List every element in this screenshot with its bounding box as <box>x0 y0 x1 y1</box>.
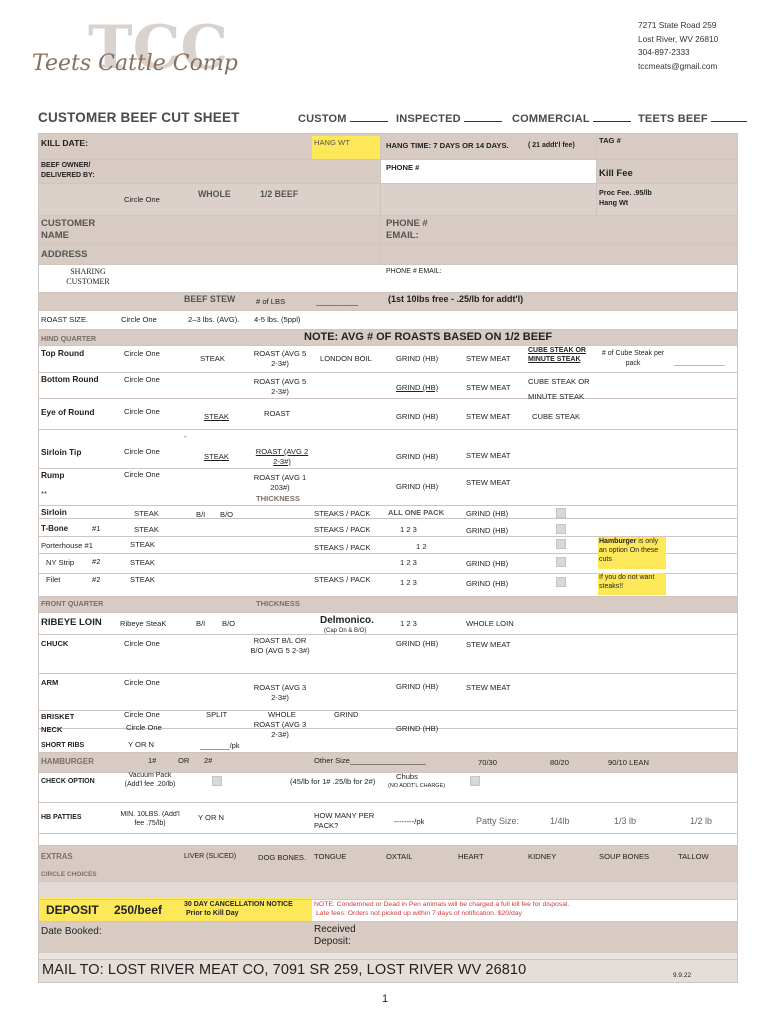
circle-choices-label: CIRCLE CHOICES <box>41 871 97 878</box>
filet-checkbox[interactable] <box>556 577 566 587</box>
stew-lbs-field[interactable]: __________ <box>316 297 359 306</box>
cancellation-prior: Prior to Kill Day <box>186 910 239 917</box>
brisket-label: BRISKET <box>41 712 75 721</box>
hang-wt-field[interactable]: HANG WT <box>312 136 380 159</box>
deposit-label: DEPOSIT <box>46 903 99 917</box>
top-round-steak[interactable]: STEAK <box>200 354 225 363</box>
patty-quarter[interactable]: 1/4lb <box>550 817 570 826</box>
tbone-steaks-pack: STEAKS / PACK <box>314 525 371 534</box>
bottom-round-circle: Circle One <box>124 375 160 384</box>
sirloin-tip-roast[interactable]: ROAST (AVG 2 2-3#) <box>255 447 309 466</box>
sirloin-bo[interactable]: B/O <box>220 510 234 519</box>
top-round-grind[interactable]: GRIND (HB) <box>396 354 439 363</box>
phone-label: PHONE # <box>386 163 420 172</box>
extra-tallow[interactable]: TALLOW <box>678 852 709 861</box>
eye-of-round-circle: Circle One <box>124 407 160 416</box>
check-option-label: CHECK OPTION <box>41 778 95 785</box>
custom-option[interactable]: CUSTOM <box>298 112 388 125</box>
delmonico-cap: (Cap On & B/O) <box>324 628 367 634</box>
ratio-90-10[interactable]: 90/10 LEAN <box>608 758 649 767</box>
other-size-field[interactable]: Other Size__________________ <box>314 756 426 765</box>
ratio-80-20[interactable]: 80/20 <box>550 758 570 767</box>
top-round-roast[interactable]: ROAST (AVG 5 2-3#) <box>253 349 307 368</box>
hind-quarter-label: HIND QUARTER <box>41 334 97 343</box>
dash-mark: - <box>184 432 187 441</box>
filet-label: Filet <box>46 575 61 584</box>
ny-strip-steak[interactable]: STEAK <box>130 558 155 567</box>
hamburger-1lb[interactable]: 1# <box>148 756 157 765</box>
page-title: CUSTOMER BEEF CUT SHEET <box>38 110 240 125</box>
teets-beef-option[interactable]: TEETS BEEF <box>638 112 747 125</box>
sirloin-tip-steak[interactable]: STEAK <box>204 452 229 461</box>
rump-stew[interactable]: STEW MEAT <box>466 478 511 487</box>
patty-half[interactable]: 1/2 lb <box>690 817 713 826</box>
brisket-whole[interactable]: WHOLE <box>268 710 296 719</box>
ny-strip-grind[interactable]: GRIND (HB) <box>466 559 509 568</box>
ny-strip-num: #2 <box>92 557 101 566</box>
vacuum-checkbox[interactable] <box>212 776 222 786</box>
bottom-round-cube[interactable]: CUBE STEAK OR <box>528 377 590 386</box>
roast-size-large[interactable]: 4-5 lbs. (5ppl) <box>254 315 301 324</box>
address-line-2: Lost River, WV 26810 <box>638 33 719 44</box>
extra-tongue[interactable]: TONGUE <box>314 852 347 861</box>
eye-of-round-roast[interactable]: ROAST <box>264 409 291 418</box>
deposit-amount: 250/beef <box>114 903 163 917</box>
bottom-round-minute[interactable]: MINUTE STEAK <box>528 392 585 401</box>
patty-size-label: Patty Size: <box>476 817 520 826</box>
late-fee-note: Late fees: Orders not picked up within 7 days of notification. $20/day <box>316 910 522 917</box>
cube-per-pack-field[interactable]: ____________ <box>674 357 725 366</box>
ribeye-steak[interactable]: Ribeye SteaK <box>120 619 167 628</box>
logo-company-name: Teets Cattle Comp <box>32 51 238 76</box>
porterhouse-label: Porterhouse #1 <box>41 541 93 550</box>
beef-owner-label: BEEF OWNER/ DELIVERED BY: <box>41 162 95 179</box>
rump-circle: Circle One <box>124 470 160 479</box>
top-round-circle: Circle One <box>124 349 160 358</box>
london-boil[interactable]: LONDON BOIL <box>320 354 372 363</box>
rump-roast[interactable]: ROAST (AVG 1 203#) <box>253 473 307 492</box>
patty-third[interactable]: 1/3 lb <box>614 817 637 826</box>
bottom-round-grind[interactable]: GRIND (HB) <box>396 383 439 392</box>
tbone-steak[interactable]: STEAK <box>134 525 159 534</box>
inspected-option[interactable]: INSPECTED <box>396 112 502 125</box>
sirloin-tip-grind[interactable]: GRIND (HB) <box>396 452 439 461</box>
sirloin-tip-label: Sirloin Tip <box>41 448 82 457</box>
beef-stew-label: BEEF STEW <box>184 295 236 304</box>
cancellation-notice: 30 DAY CANCELLATION NOTICE <box>184 901 293 908</box>
company-address <box>638 19 718 73</box>
no-steaks-note: If you do not want steaks!! <box>598 573 666 595</box>
hamburger-label: HAMBURGER <box>41 757 94 766</box>
extra-kidney[interactable]: KIDNEY <box>528 852 557 861</box>
sirloin-tip-circle: Circle One <box>124 447 160 456</box>
received-deposit-label: Received Deposit: <box>314 924 356 947</box>
page-number: 1 <box>381 993 389 1005</box>
sirloin-steaks-pack: STEAKS / PACK <box>314 509 371 518</box>
roast-size-avg[interactable]: 2–3 lbs. (AVG). <box>188 315 240 324</box>
short-ribs-yn[interactable]: Y OR N <box>128 740 155 749</box>
chuck-label: CHUCK <box>41 639 69 648</box>
porterhouse-checkbox[interactable] <box>556 539 566 549</box>
ny-strip-checkbox[interactable] <box>556 557 566 567</box>
roast-size-circle: Circle One <box>121 315 157 324</box>
chubs-checkbox[interactable] <box>470 776 480 786</box>
all-one-pack[interactable]: ALL ONE PACK <box>388 508 445 517</box>
filet-counts[interactable]: 1 2 3 <box>400 578 417 587</box>
arm-circle: Circle One <box>124 678 160 687</box>
rump-label: Rump <box>41 471 65 480</box>
patties-yn[interactable]: Y OR N <box>198 813 225 822</box>
neck-circle: Circle One <box>126 723 162 732</box>
sirloin-steak[interactable]: STEAK <box>134 509 159 518</box>
hamburger-2lb[interactable]: 2# <box>204 756 213 765</box>
chuck-circle: Circle One <box>124 639 160 648</box>
address-phone: 304-897-2333 <box>638 47 690 57</box>
whole-loin-option[interactable]: WHOLE LOIN <box>466 619 514 628</box>
arm-label: ARM <box>41 678 59 687</box>
eye-of-round-label: Eye of Round <box>41 408 95 417</box>
address-label: ADDRESS <box>41 250 88 260</box>
form-version: 9.9.22 <box>673 972 692 979</box>
ribeye-counts[interactable]: 1 2 3 <box>400 619 417 628</box>
chuck-stew[interactable]: STEW MEAT <box>466 640 511 649</box>
hamburger-or: OR <box>178 756 190 765</box>
top-round-stew[interactable]: STEW MEAT <box>466 354 511 363</box>
eye-of-round-stew[interactable]: STEW MEAT <box>466 412 511 421</box>
arm-stew[interactable]: STEW MEAT <box>466 683 511 692</box>
patties-per-pack-label: HOW MANY PER PACK? <box>314 811 375 830</box>
bottom-round-label: Bottom Round <box>41 375 99 384</box>
patties-per-pack-field[interactable]: --------/pk <box>394 817 425 826</box>
extra-dog-bones[interactable]: DOG BONES. <box>258 853 307 862</box>
cube-per-pack-label: # of Cube Steak per pack <box>601 350 665 367</box>
hang-fee: ( 21 addt'l fee) <box>528 142 575 149</box>
hamburger-rest: is only an option <box>599 538 659 554</box>
kill-fee-label: Kill Fee <box>599 169 633 179</box>
title-bar <box>38 108 738 132</box>
tag-label: TAG # <box>599 136 621 145</box>
arm-grind[interactable]: GRIND (HB) <box>396 682 439 691</box>
brisket-circle: Circle One <box>124 710 160 719</box>
extra-liver[interactable]: LIVER (SLICED) <box>184 853 237 860</box>
bottom-round-roast[interactable]: ROAST (AVG 5 2-3#) <box>253 377 307 396</box>
ny-strip-counts[interactable]: 1 2 3 <box>400 558 417 567</box>
half-beef-option[interactable]: 1/2 BEEF <box>260 190 299 199</box>
neck-roast[interactable]: ROAST (AVG 3 2-3#) <box>253 720 307 739</box>
mail-to-address: MAIL TO: LOST RIVER MEAT CO, 7091 SR 259, LOST RIVER WV 26810 <box>42 962 527 978</box>
date-booked-label: Date Booked: <box>41 926 102 937</box>
commercial-option[interactable]: COMMERCIAL <box>512 112 631 125</box>
hamburger-option-note <box>598 537 666 569</box>
brisket-grind[interactable]: GRIND <box>334 710 359 719</box>
roast-size-label: ROAST SIZE. <box>41 315 89 324</box>
phone-email-label: PHONE # EMAIL: <box>386 218 428 241</box>
sirloin-checkbox[interactable] <box>556 508 566 518</box>
bottom-round-stew[interactable]: STEW MEAT <box>466 383 511 392</box>
chuck-grind[interactable]: GRIND (HB) <box>396 639 439 648</box>
front-thickness-label: THICKNESS <box>256 599 300 608</box>
sharing-phone-email: PHONE # EMAIL: <box>386 268 442 275</box>
proc-fee-label: Proc Fee. .95/lb Hang Wt <box>599 188 652 207</box>
brisket-split[interactable]: SPLIT <box>206 710 228 719</box>
ribeye-bi[interactable]: B/I <box>196 619 206 628</box>
arm-roast[interactable]: ROAST (AVG 3 2-3#) <box>253 683 307 702</box>
filet-steaks-pack: STEAKS / PACK <box>314 575 371 584</box>
porterhouse-counts[interactable]: 1 2 <box>416 542 427 551</box>
address-line-1: 7271 State Road 259 <box>638 20 717 30</box>
hind-thickness-label: THICKNESS <box>256 494 300 503</box>
company-logo <box>28 10 238 90</box>
filet-num: #2 <box>92 575 101 584</box>
chuck-roast[interactable]: ROAST B/L OR B/O (AVG 5 2-3#) <box>250 636 310 655</box>
sirloin-grind[interactable]: GRIND (HB) <box>466 509 509 518</box>
chubs-no-charge: (NO ADDT'L CHARGE) <box>388 783 446 789</box>
owner-circle-one: Circle One <box>124 195 160 204</box>
tbone-num: #1 <box>92 524 101 533</box>
ribeye-bo[interactable]: B/O <box>222 619 236 628</box>
condemned-note: NOTE: Condemned or Dead in Pen animals will be charged a full kill fee for disposal. <box>314 901 570 908</box>
sirloin-tip-stew[interactable]: STEW MEAT <box>466 451 511 460</box>
stew-free-note: (1st 10lbs free - .25/lb for addt'l) <box>388 295 524 304</box>
stew-lbs-label: # of LBS <box>256 297 286 306</box>
neck-label: NECK <box>41 725 63 734</box>
vacuum-price: (45/lb for 1# .25/lb for 2#) <box>290 777 376 786</box>
rump-grind[interactable]: GRIND (HB) <box>396 482 439 491</box>
kill-date-label: KILL DATE: <box>41 139 88 148</box>
ribeye-loin-label: RIBEYE LOIN <box>41 617 102 628</box>
address-email: tccmeats@gmail.com <box>638 60 718 71</box>
extra-oxtail[interactable]: OXTAIL <box>386 852 413 861</box>
chubs-option: Chubs <box>396 772 418 781</box>
porterhouse-steak[interactable]: STEAK <box>130 540 155 549</box>
front-quarter-label: FRONT QUARTER <box>41 599 104 608</box>
neck-grind[interactable]: GRIND (HB) <box>396 724 439 733</box>
top-round-label: Top Round <box>41 349 85 358</box>
cube-or-minute[interactable]: CUBE STEAK OR MINUTE STEAK <box>528 347 586 363</box>
tbone-checkbox[interactable] <box>556 524 566 534</box>
eye-of-round-grind[interactable]: GRIND (HB) <box>396 412 439 421</box>
porterhouse-steaks-pack: STEAKS / PACK <box>314 543 371 552</box>
roast-note: NOTE: AVG # OF ROASTS BASED ON 1/2 BEEF <box>304 331 553 343</box>
tbone-counts[interactable]: 1 2 3 <box>400 525 417 534</box>
sirloin-label: Sirloin <box>41 508 67 517</box>
tbone-grind[interactable]: GRIND (HB) <box>466 526 509 535</box>
filet-grind[interactable]: GRIND (HB) <box>466 579 509 588</box>
ny-strip-label: NY Strip <box>46 558 75 567</box>
eye-of-round-steak[interactable]: STEAK <box>204 412 229 421</box>
patties-minimum: MIN. 10LBS. (Add'l fee .75/lb) <box>120 811 180 827</box>
extras-label: EXTRAS <box>41 852 73 861</box>
short-ribs-per-pack[interactable]: _______/pk <box>200 741 240 750</box>
on-these-cuts: On these cuts <box>599 546 659 563</box>
extra-heart[interactable]: HEART <box>458 852 484 861</box>
vacuum-pack-option: Vacuum Pack (Add'l fee .20/lb) <box>124 772 176 788</box>
customer-name-label: CUSTOMER NAME <box>41 218 96 241</box>
delmonico-option[interactable]: Delmonico. <box>320 615 374 626</box>
hamburger-word: Hamburger <box>599 538 637 545</box>
whole-option[interactable]: WHOLE <box>198 190 231 199</box>
extra-soup-bones[interactable]: SOUP BONES <box>599 852 650 861</box>
short-ribs-label: SHORT RIBS <box>41 742 85 749</box>
logo-monogram: TCC <box>88 13 229 83</box>
sharing-customer-label: SHARING CUSTOMER <box>66 267 110 286</box>
rump-stars: ** <box>41 489 47 498</box>
hang-time-label: HANG TIME: 7 DAYS OR 14 DAYS. <box>386 141 509 150</box>
tbone-label: T-Bone <box>41 524 69 533</box>
eye-of-round-cube[interactable]: CUBE STEAK <box>532 412 581 421</box>
cut-sheet-grid <box>38 133 738 982</box>
sirloin-bi[interactable]: B/I <box>196 510 206 519</box>
filet-steak[interactable]: STEAK <box>130 575 155 584</box>
ratio-70-30[interactable]: 70/30 <box>478 758 498 767</box>
hb-patties-label: HB PATTIES <box>41 814 82 821</box>
